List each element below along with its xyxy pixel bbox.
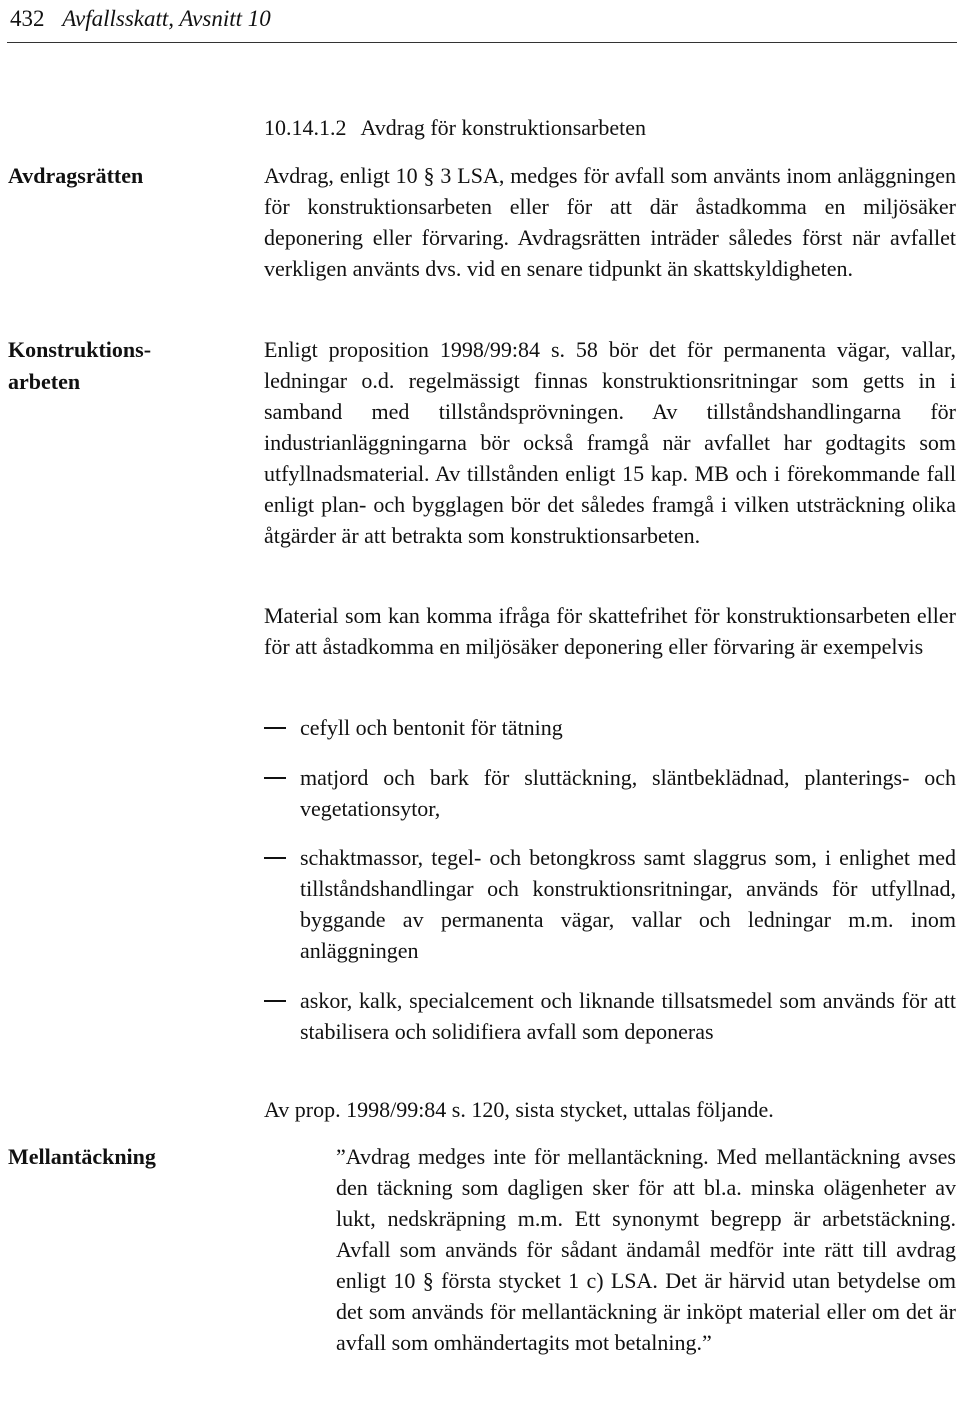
paragraph-konstruktionsarbeten: [264, 334, 956, 551]
header-rule: [7, 42, 957, 43]
list-item: [264, 762, 956, 824]
list-item-text: cefyll och bentonit för tätning: [300, 715, 563, 740]
paragraph-prop: [264, 1094, 956, 1125]
margin-label-konstruktionsarbeten: [8, 334, 248, 398]
margin-label-line: arbeten: [8, 369, 81, 394]
list-item-text: matjord och bark för sluttäckning, släntbeklädnad, planterings- och vegetationsytor,: [300, 765, 956, 821]
paragraph-text: Enligt proposition 1998/99:84 s. 58 bör det för permanenta vägar, vallar, ledningar o.d. regelmässigt finnas konstruktionsritningar som getts in i samband med tillståndsprövningen. Av tillståndshandlingarna för industrianläggningarna bör också framgå när avfallet har godtagits som utfyllnadsmaterial. Av tillstånden enligt 15 kap. MB och i förekommande fall enligt plan- och bygglagen bör det således framgå i vilken utsträckning olika åtgärder är att betrakta som konstruktionsarbeten.: [264, 337, 956, 548]
page-header: [10, 6, 271, 32]
page-number: 432: [10, 6, 45, 31]
list-item-text: schaktmassor, tegel- och betongkross samt slaggrus som, i enlighet med tillståndshandlingar och konstruktionsritningar, används för utfyllnad, byggande av permanenta vägar, vallar och ledningar m.m. inom anläggningen: [300, 845, 956, 963]
paragraph-avdragsratten: [264, 160, 956, 284]
margin-label-line: Konstruktions-: [8, 337, 152, 362]
list-item: [264, 985, 956, 1047]
running-title: Avfallsskatt, Avsnitt 10: [62, 6, 271, 31]
margin-label-avdragsratten: Avdragsrätten: [8, 163, 144, 188]
paragraph-material: [264, 600, 956, 662]
list-item: [264, 842, 956, 966]
paragraph-text: Av prop. 1998/99:84 s. 120, sista stycket, uttalas följande.: [264, 1097, 774, 1122]
section-number: 10.14.1.2: [264, 115, 347, 140]
section-title: Avdrag för konstruktionsarbeten: [360, 115, 647, 140]
list-item: [264, 712, 956, 743]
paragraph-text: Material som kan komma ifråga för skattefrihet för konstruktionsarbeten eller för att åstadkomma en miljösäker deponering eller förvaring är exempelvis: [264, 603, 956, 659]
list-item-text: askor, kalk, specialcement och liknande tillsatsmedel som används för att stabilisera och solidifiera avfall som deponeras: [300, 988, 956, 1044]
quote-block: ”Avdrag medges inte för mellantäckning. Med mellantäckning avses den täckning som dagligen sker för att bl.a. minska olägenheter av lukt, nedskräpning m.m. Ett synonymt begrepp är arbetstäckning. Avfall som används för sådant ändamål medför inte rätt till avdrag enligt 10 § första stycket 1 c) LSA. Det är härvid utan betydelse om det som används för mellantäckning är inköpt material eller om det är avfall som omhändertagits mot betalning.”: [336, 1144, 956, 1355]
margin-label-mellantackning: Mellantäckning: [8, 1144, 156, 1169]
paragraph-text: Avdrag, enligt 10 § 3 LSA, medges för avfall som använts inom anläggningen för konstruktionsarbeten eller för att där åstadkomma en miljösäker deponering eller förvaring. Avdragsrätten inträder således först när avfallet verkligen använts dvs. vid en senare tidpunkt än skattskyldigheten.: [264, 163, 956, 281]
section-heading: [264, 112, 956, 143]
